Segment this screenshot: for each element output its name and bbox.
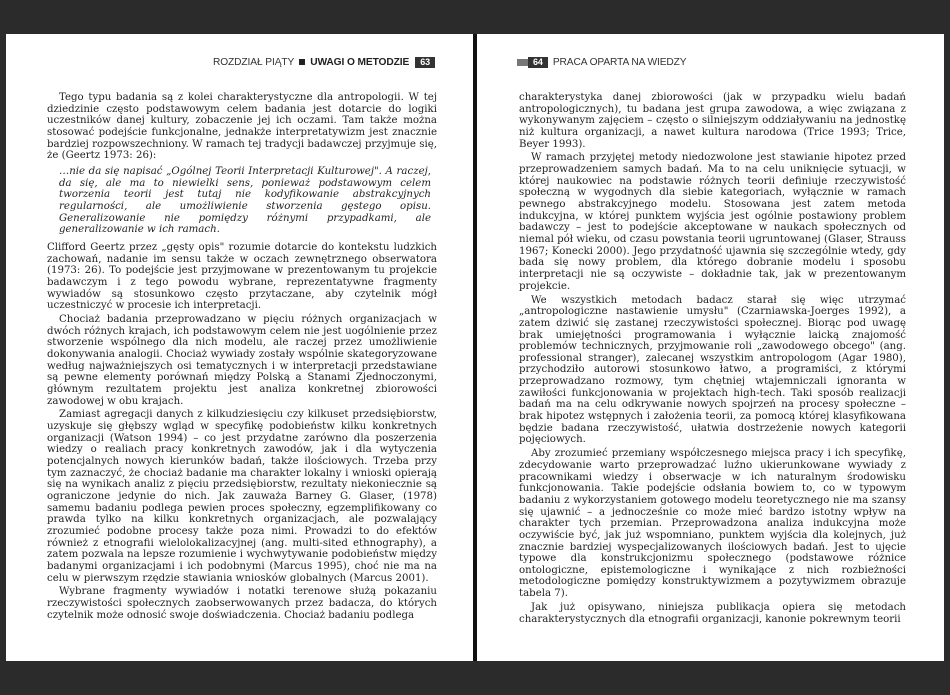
paragraph: Jak już opisywano, niniejsza publikacja opiera się metodach charakterystycznych dla etnografii organizacji, kanonie pokrewnym teorii [519, 601, 906, 625]
page-number: 64 [528, 57, 548, 68]
section-title: PRACA OPARTA NA WIEDZY [552, 56, 687, 68]
paragraph: Zamiast agregacji danych z kilkudziesięciu czy kilkuset przedsiębiorstw, uzyskuje się głębszy wgląd w specyfikę podobieństw kilku konkretnych organizacji (Watson 1994) – co jest przydatne zarówno dla poszerzenia wiedzy o realiach pracy konkretnych zawodów, jak i dla wytyczenia potencjalnych nowych kierunków badań, także ilościowych. Trzeba przy tym zaznaczyć, że chociaż badanie ma charakter lokalny i wnioski opierają się na wynikach analiz z pięciu przedsiębiorstw, rezultaty niekoniecznie są ograniczone jedynie do nich. Jak zauważa Barney G. Glaser, (1978) samemu badaniu podlega pewien proces społeczny, egzemplifikowany co prawda tylko na kilku konkretnych organizacjach, ale pozwalający zrozumieć podobne procesy także poza nimi. Prowadzi to do efektów również z etnografii wielolokalizacyjnej (ang. multi-sited ethnography), a zatem pozwala na lepsze rozumienie i wychwytywanie podobieństw między badanymi organizacjami i ich podobnymi (Marcus 1995), choć nie ma na celu w pierwszym rzędzie stawiania wniosków globalnych (Marcus 2001). [47, 409, 437, 584]
paragraph: Aby zrozumieć przemiany współczesnego miejsca pracy i ich specyfikę, zdecydowanie warto przeprowadzać luźno ukierunkowane wywiady z pracownikami wiedzy i obserwacje w ich naturalnym środowisku funkcjonowania. Takie podejście odsłania bowiem to, co w typowym badaniu z wykorzystaniem gotowego modelu teoretycznego nie ma szansy się ujawnić – a jednocześnie co może mieć bardzo istotny wpływ na charakter tych przemian. Przeprowadzona analiza indukcyjna może oczywiście być, jak już wspomniano, punktem wyjścia dla kolejnych, już znacznie bardziej wyspecjalizowanych ilościowych badań. Jest to ujęcie typowe dla konstrukcjonizmu społecznego (podstawowe różnice ontologiczne, epistemologiczne i wynikające z nich rozbieżności metodologiczne pomiędzy konstruktywizmem a pozytywizmem obrazuje tabela 7). [519, 448, 906, 600]
paragraph: Wybrane fragmenty wywiadów i notatki terenowe służą pokazaniu rzeczywistości społecznych zaobserwowanych przez badacza, do których czytelnik może odnosić swoje doświadczenia. Chociaż badaniu podlega [47, 586, 437, 621]
right-page [477, 34, 944, 661]
block-quote: …nie da się napisać „Ogólnej Teorii Interpretacji Kulturowej". A raczej, da się, ale ma to niewielki sens, ponieważ podstawowym celem tworzenia teorii jest tutaj nie kodyfikowanie abstrakcyjnych regularności, ale umożliwienie stworzenia gęstego opisu. Generalizowanie nie pomiędzy różnymi przypadkami, ale generalizowanie w ich ramach. [59, 165, 431, 236]
left-page [6, 34, 473, 661]
section-title: UWAGI O METODZIE [310, 56, 410, 68]
paragraph: W ramach przyjętej metody niedozwolone jest stawianie hipotez przed przeprowadzeniem samych badań. Ma to na celu uniknięcie sytuacji, w której naukowiec na podstawie różnych teorii definiuje rzeczywistość społeczną w wygodnych dla siebie kategoriach, wyłącznie w ramach pewnego abstrakcyjnego modelu. Stosowana jest zatem metoda indukcyjna, w której punktem wyjścia jest ogólnie postawiony problem badawczy – jest to podejście akceptowane w naukach społecznych od niemal pół wieku, od czasu powstania teorii ugruntowanej (Glaser, Strauss 1967; Konecki 2000). Jego przydatność ujawnia się szczególnie wtedy, gdy bada się nowy problem, dla którego dobranie modelu i sposobu interpretacji nie są oczywiste – dokładnie tak, jak w prezentowanym projekcie. [519, 152, 906, 292]
page-number: 63 [415, 57, 435, 68]
chapter-label: ROZDZIAŁ PIĄTY [212, 56, 295, 68]
page-number-bar-icon [517, 59, 528, 66]
left-body-text [47, 92, 437, 624]
paragraph: Tego typu badania są z kolei charakterystyczne dla antropologii. W tej dziedzinie często podstawowym celem badania jest dotarcie do logiki uczestników danej kultury, zobaczenie jej ich oczami. Tam także można stosować podejście funkcjonalne, jednakże interpretatywizm jest znacznie bardziej rozpowszechniony. W ramach tej tradycji badawczej przyjmuje się, że (Geertz 1973: 26): [47, 92, 437, 162]
right-body-text [519, 92, 906, 627]
left-page-header [213, 55, 435, 69]
paragraph: Clifford Geertz przez „gęsty opis" rozumie dotarcie do kontekstu ludzkich zachowań, nadanie im sensu także w oczach zewnętrznego obserwatora (1973: 26). To podejście jest przyjmowane w prezentowanym tu projekcie badawczym i z tego powodu wybrane, reprezentatywne fragmenty wywiadów są stosunkowo często przytaczane, aby czytelnik mógł uczestniczyć w procesie ich interpretacji. [47, 241, 437, 312]
right-page-header [517, 55, 686, 69]
paragraph: We wszystkich metodach badacz starał się więc utrzymać „antropologiczne nastawienie umysłu" (Czarniawska-Joerges 1992), a zatem dziwić się zastanej rzeczywistości społecznej. Biorąc pod uwagę brak umiejętności programowania i wyłącznie laicką znajomość problemów technicznych, przyjmowanie roli „zawodowego obcego" (ang. professional stranger), zalecanej wszystkim antropologom (Agar 1980), przychodziło autorowi stosunkowo łatwo, a programiści, z którymi przeprowadzano rozmowy, tym chętniej wtajemniczali ignoranta w zawiłości funkcjonowania w projektach high-tech. Taki sposób realizacji badań ma na celu odkrywanie nowych spojrzeń na procesy społeczne – brak hipotez wstępnych i założenia teorii, za pomocą której klasyfikowana będzie badana rzeczywistość, ułatwia dostrzeżenie nowych kategorii pojęciowych. [519, 294, 906, 446]
paragraph: Chociaż badania przeprowadzano w pięciu różnych organizacjach w dwóch różnych krajach, ich podstawowym celem nie jest uogólnienie przez stworzenie wspólnego dla nich modelu, ale raczej przez umożliwienie dokonywania analogii. Chociaż wywiady zostały wspólnie skategoryzowane według najważniejszych osi tematycznych i w interpretacji przedstawiane są pewne elementy porównań między Polską a Stanami Zjednoczonymi, głównym rezultatem projektu jest analiza konkretnej zbiorowości zawodowej w obu krajach. [47, 314, 437, 407]
paragraph: charakterystyka danej zbiorowości (jak w przypadku wielu badań antropologicznych), tu badana jest grupa zawodowa, a więc związana z wykonywanym zajęciem – często o silniejszym oddziaływaniu na jednostkę niż kultura organizacji, a nawet kultura narodowa (Trice 1993; Trice, Beyer 1993). [519, 92, 906, 150]
square-bullet-icon [299, 59, 305, 65]
